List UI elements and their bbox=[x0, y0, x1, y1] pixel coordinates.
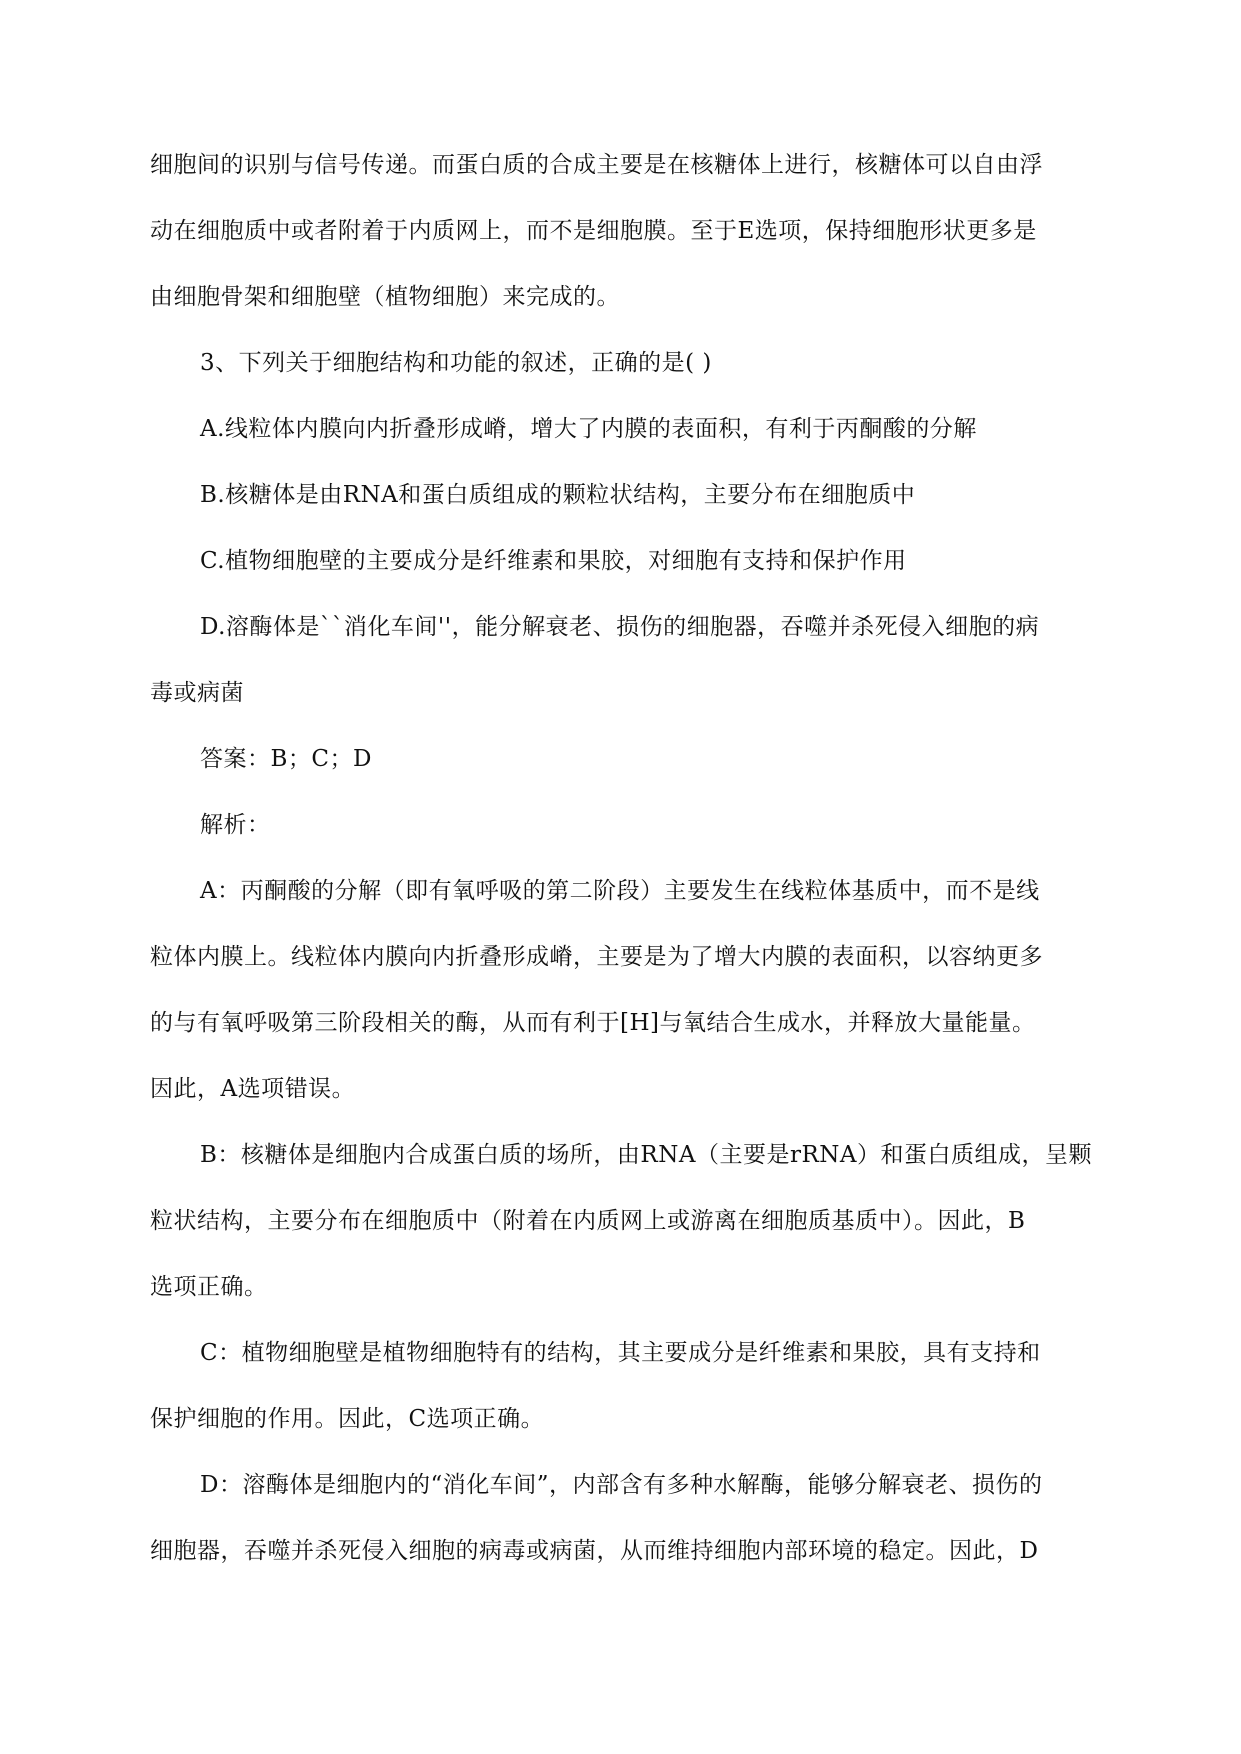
option-c: C.植物细胞壁的主要成分是纤维素和果胶，对细胞有支持和保护作用 bbox=[200, 548, 907, 574]
option-d-continued: 毒或病菌 bbox=[150, 680, 244, 706]
analysis-a-line: 粒体内膜上。线粒体内膜向内折叠形成嵴，主要是为了增大内膜的表面积，以容纳更多 bbox=[150, 944, 1043, 970]
question-title: 3、下列关于细胞结构和功能的叙述，正确的是( ) bbox=[200, 350, 712, 376]
analysis-d-line: 细胞器，吞噬并杀死侵入细胞的病毒或病菌，从而维持细胞内部环境的稳定。因此，D bbox=[150, 1538, 1039, 1564]
analysis-label: 解析： bbox=[200, 812, 271, 838]
option-b: B.核糖体是由RNA和蛋白质组成的颗粒状结构，主要分布在细胞质中 bbox=[200, 482, 916, 508]
paragraph-line: 动在细胞质中或者附着于内质网上，而不是细胞膜。至于E选项，保持细胞形状更多是 bbox=[150, 218, 1037, 244]
analysis-a-line: 因此，A选项错误。 bbox=[150, 1076, 356, 1102]
option-d: D.溶酶体是``消化车间''，能分解衰老、损伤的细胞器，吞噬并杀死侵入细胞的病 bbox=[200, 614, 1040, 640]
paragraph-line: 由细胞骨架和细胞壁（植物细胞）来完成的。 bbox=[150, 284, 620, 310]
analysis-a-line: 的与有氧呼吸第三阶段相关的酶，从而有利于[H]与氧结合生成水，并释放大量能量。 bbox=[150, 1010, 1036, 1036]
analysis-b-line: 粒状结构，主要分布在细胞质中（附着在内质网上或游离在细胞质基质中）。因此，B bbox=[150, 1208, 1026, 1234]
analysis-b-line: B：核糖体是细胞内合成蛋白质的场所，由RNA（主要是rRNA）和蛋白质组成，呈颗 bbox=[200, 1142, 1093, 1168]
analysis-b-line: 选项正确。 bbox=[150, 1274, 268, 1300]
paragraph-line: 细胞间的识别与信号传递。而蛋白质的合成主要是在核糖体上进行，核糖体可以自由浮 bbox=[150, 152, 1043, 178]
analysis-c-line: 保护细胞的作用。因此，C选项正确。 bbox=[150, 1406, 545, 1432]
analysis-a-line: A：丙酮酸的分解（即有氧呼吸的第二阶段）主要发生在线粒体基质中，而不是线 bbox=[200, 878, 1040, 904]
analysis-c-line: C：植物细胞壁是植物细胞特有的结构，其主要成分是纤维素和果胶，具有支持和 bbox=[200, 1340, 1041, 1366]
document-body bbox=[150, 132, 1093, 1584]
answer-line: 答案：B；C；D bbox=[200, 746, 372, 772]
analysis-d-line: D：溶酶体是细胞内的“消化车间”，内部含有多种水解酶，能够分解衰老、损伤的 bbox=[200, 1472, 1043, 1498]
option-a: A.线粒体内膜向内折叠形成嵴，增大了内膜的表面积，有利于丙酮酸的分解 bbox=[200, 416, 977, 442]
